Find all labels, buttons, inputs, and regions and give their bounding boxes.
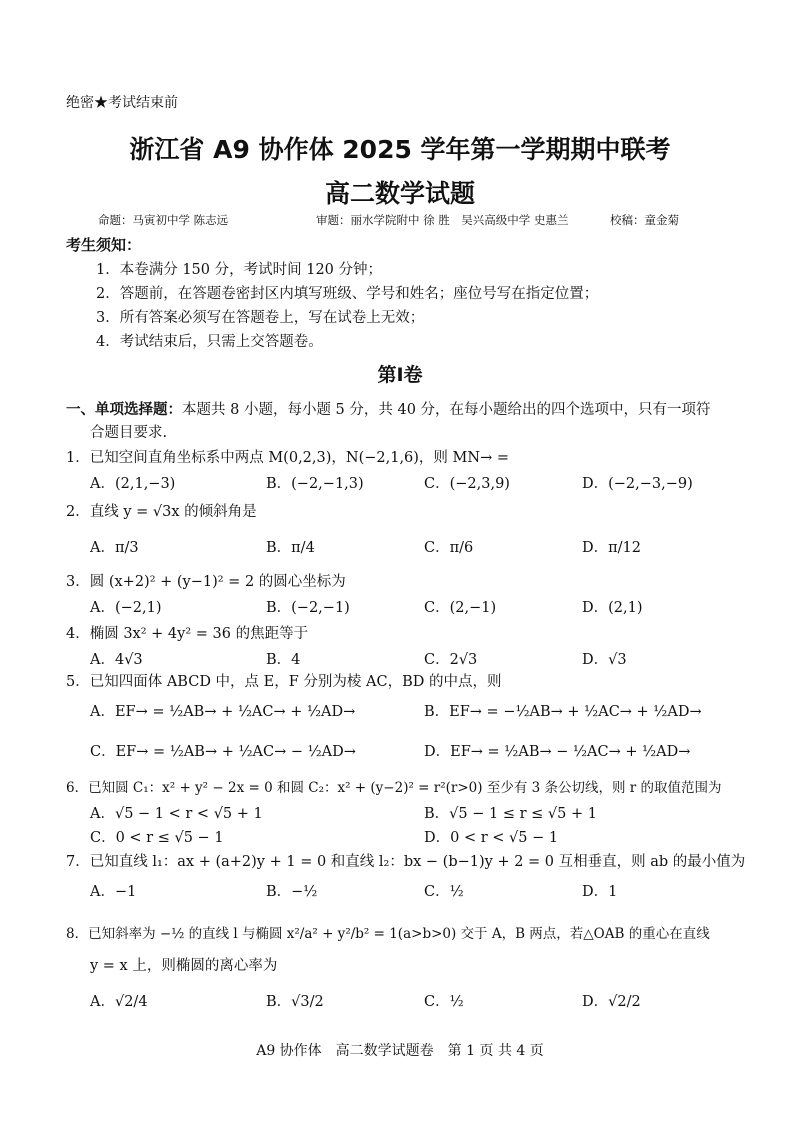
option: D．EF→ = ½AB→ − ½AC→ + ½AD→ <box>424 744 691 760</box>
option: C．EF→ = ½AB→ + ½AC→ − ½AD→ <box>90 744 356 760</box>
question-stem: 8．已知斜率为 −½ 的直线 l 与椭圆 x²/a² + y²/b² = 1(a>b>0) 交于 A，B 两点，若△OAB 的重心在直线 <box>66 926 710 942</box>
section-intro <box>66 398 711 419</box>
option: D．√2/2 <box>582 994 641 1010</box>
credit-proofreader: 校稿：童金菊 <box>610 213 679 227</box>
option: A．EF→ = ½AB→ + ½AC→ + ½AD→ <box>90 704 356 720</box>
question-stem: 4．椭圆 3x² + 4y² = 36 的焦距等于 <box>66 626 309 642</box>
option: A．4√3 <box>90 652 143 668</box>
question-stem: 2．直线 y = √3x 的倾斜角是 <box>66 504 257 520</box>
volume-heading: 第Ⅰ卷 <box>377 364 423 386</box>
option: C．½ <box>424 994 464 1010</box>
option: A．(−2,1) <box>90 600 162 616</box>
option: A．√2/4 <box>90 994 148 1010</box>
option: A．(2,1,−3) <box>90 476 176 492</box>
option: B．√5 − 1 ≤ r ≤ √5 + 1 <box>424 806 597 822</box>
exam-title: 浙江省 A9 协作体 2025 学年第一学期期中联考 <box>129 135 671 164</box>
exam-subtitle: 高二数学试题 <box>324 179 475 208</box>
option: B．π/4 <box>266 540 315 556</box>
option: A．−1 <box>90 884 137 900</box>
question-stem: 1．已知空间直角坐标系中两点 M(0,2,3)，N(−2,1,6)，则 MN→ = <box>66 450 509 466</box>
question-stem-cont: y = x 上，则椭圆的离心率为 <box>90 958 278 974</box>
notice-item: 1．本卷满分 150 分，考试时间 120 分钟； <box>96 262 383 278</box>
option: D．π/12 <box>582 540 641 556</box>
option: A．π/3 <box>90 540 139 556</box>
option: A．√5 − 1 < r < √5 + 1 <box>90 806 263 822</box>
option: B．EF→ = −½AB→ + ½AC→ + ½AD→ <box>424 704 702 720</box>
question-stem: 6．已知圆 C₁：x² + y² − 2x = 0 和圆 C₂：x² + (y−2)² = r²(r>0) 至少有 3 条公切线，则 r 的取值范围为 <box>66 780 722 796</box>
option: C．(2,−1) <box>424 600 497 616</box>
credit-reviewers: 审题：丽水学院附中 徐 胜 吴兴高级中学 史惠兰 <box>316 213 569 227</box>
notice-item: 3．所有答案必须写在答题卷上，写在试卷上无效； <box>96 310 425 326</box>
option: C．0 < r ≤ √5 − 1 <box>90 830 224 846</box>
option: B．−½ <box>266 884 318 900</box>
option: B．(−2,−1) <box>266 600 350 616</box>
option: B．4 <box>266 652 301 668</box>
question-stem: 3．圆 (x+2)² + (y−1)² = 2 的圆心坐标为 <box>66 574 346 590</box>
notice-item: 4．考试结束后，只需上交答题卷。 <box>96 334 323 350</box>
question-stem: 7．已知直线 l₁：ax + (a+2)y + 1 = 0 和直线 l₂：bx − (b−1)y + 2 = 0 互相垂直，则 ab 的最小值为 <box>66 854 746 870</box>
option: D．√3 <box>582 652 627 668</box>
option: D．(−2,−3,−9) <box>582 476 693 492</box>
option: D．1 <box>582 884 618 900</box>
section-text: 本题共 8 小题，每小题 5 分，共 40 分，在每小题给出的四个选项中，只有一项符 <box>182 402 711 418</box>
page-footer: A9 协作体 高二数学试题卷 第 1 页 共 4 页 <box>256 1043 544 1059</box>
option: C．π/6 <box>424 540 474 556</box>
confidential-label: 绝密★考试结束前 <box>66 95 178 111</box>
option: B．(−2,−1,3) <box>266 476 364 492</box>
credit-authors: 命题：马寅初中学 陈志远 <box>98 213 229 227</box>
question-stem: 5．已知四面体 ABCD 中，点 E，F 分别为棱 AC，BD 的中点，则 <box>66 674 502 690</box>
option: C．2√3 <box>424 652 478 668</box>
section-text-cont: 合题目要求. <box>90 425 168 441</box>
section-label: 一、单项选择题： <box>66 402 182 418</box>
option: B．√3/2 <box>266 994 324 1010</box>
notice-heading: 考生须知： <box>66 236 142 254</box>
notice-item: 2．答题前，在答题卷密封区内填写班级、学号和姓名；座位号写在指定位置； <box>96 286 599 302</box>
option: C．½ <box>424 884 464 900</box>
option: C．(−2,3,9) <box>424 476 510 492</box>
option: D．0 < r < √5 − 1 <box>424 830 559 846</box>
option: D．(2,1) <box>582 600 643 616</box>
